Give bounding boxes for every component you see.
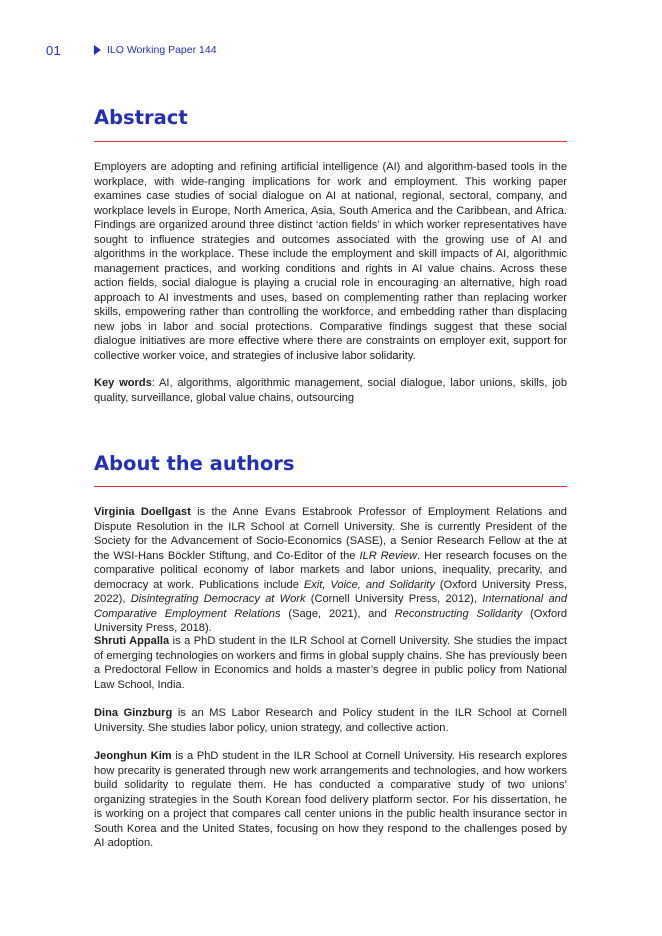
author-name: Jeonghun Kim	[94, 750, 172, 762]
author-name: Shruti Appalla	[94, 635, 170, 647]
bio-text: (Sage, 2021), and	[280, 607, 395, 620]
bio-text: (Cornell University Press, 2012),	[305, 593, 483, 605]
bio-text: . Her research focuses on the comparative political economy of labor markets and labor unions, inequality, precarity, and democracy at work. Publications include	[94, 549, 567, 591]
author-bio-doellgast	[94, 505, 567, 636]
bio-text: (Oxford University Press, 2018).	[94, 607, 568, 634]
authors-heading: About the authors	[94, 452, 295, 475]
author-bio-appalla	[94, 634, 567, 692]
authors-divider	[94, 486, 567, 487]
abstract-heading: Abstract	[94, 106, 188, 129]
author-bio-ginzburg	[94, 706, 567, 735]
bio-text: is a PhD student in the ILR School at Cornell University. His research explores how precarity is generated through new work arrangements and technologies, and how workers build solidarity to regulate them. He has conducted a comparative study of two unions’ organizing strategies in the South Korean food delivery platform sector. For his dissertation, he is working on a project that compares call center unions in the public health insurance sector in South Korea and the United States, focusing on how they respond to the challenges posed by AI adoption.	[94, 750, 567, 849]
book-title: International and Comparative Employment Relations	[94, 593, 568, 620]
keywords-label: Key words	[94, 377, 152, 389]
book-title: Exit, Voice, and Solidarity	[303, 578, 435, 591]
running-title: ILO Working Paper 144	[107, 44, 217, 56]
bio-text: is the Anne Evans Estabrook Professor of Employment Relations and Dispute Resolution in the ILR School at Cornell University. She is currently President of the Society for the Advancement of Socio-Economics (SASE), a Senior Research Fellow at the at the WSI-Hans Böckler Stiftung, and Co-Editor of the	[94, 506, 567, 562]
author-name: Dina Ginzburg	[94, 707, 173, 719]
bio-text: is an MS Labor Research and Policy student in the ILR School at Cornell University. She studies labor policy, union strategy, and collective action.	[94, 707, 567, 734]
page-number: 01	[46, 43, 62, 58]
author-name: Virginia Doellgast	[94, 506, 191, 518]
author-bio-kim	[94, 749, 567, 851]
running-header	[94, 44, 217, 56]
bio-text: (Oxford University Press, 2022),	[94, 578, 567, 605]
bio-text: is a PhD student in the ILR School at Cornell University. She studies the impact of emerging technologies on workers and firms in global supply chains. She has previously been a Predoctoral Fellow in Economics and holds a master’s degree in public policy from National Law School, India.	[94, 635, 567, 691]
journal-title: ILR Review	[359, 549, 418, 562]
book-title: Reconstructing Solidarity	[394, 607, 523, 620]
abstract-divider	[94, 141, 567, 142]
book-title: Disintegrating Democracy at Work	[130, 593, 306, 605]
triangle-icon	[94, 45, 101, 55]
keywords-text: : AI, algorithms, algorithmic management, social dialogue, labor unions, skills, job quality, surveillance, global value chains, outsourcing	[94, 377, 567, 404]
abstract-body: Employers are adopting and refining artificial intelligence (AI) and algorithm-based tools in the workplace, with wide-ranging implications for work and employment. This working paper examines case studies of social dialogue on AI at national, regional, sectoral, company, and workplace levels in Europe, North America, Asia, South America and the Caribbean, and Africa. Findings are organized around three distinct ‘action fields’ in which worker representatives have sought to influence strategies and outcomes associated with the growing use of AI and algorithms in the workplace. These include the employment and skill impacts of AI, algorithmic management practices, and working conditions and rights in AI value chains. Across these action fields, social dialogue is playing a crucial role in encouraging an alternative, high road approach to AI investments and uses, based on complementing rather than replacing worker skills, empowering rather than controlling the workforce, and embedding rather than displacing new jobs in labor and social protections. Comparative findings suggest that these social dialogue initiatives are more effective where there are constraints on employer exit, support for collective worker voice, and strategies of inclusive labor solidarity.	[94, 161, 567, 362]
keywords	[94, 376, 567, 405]
